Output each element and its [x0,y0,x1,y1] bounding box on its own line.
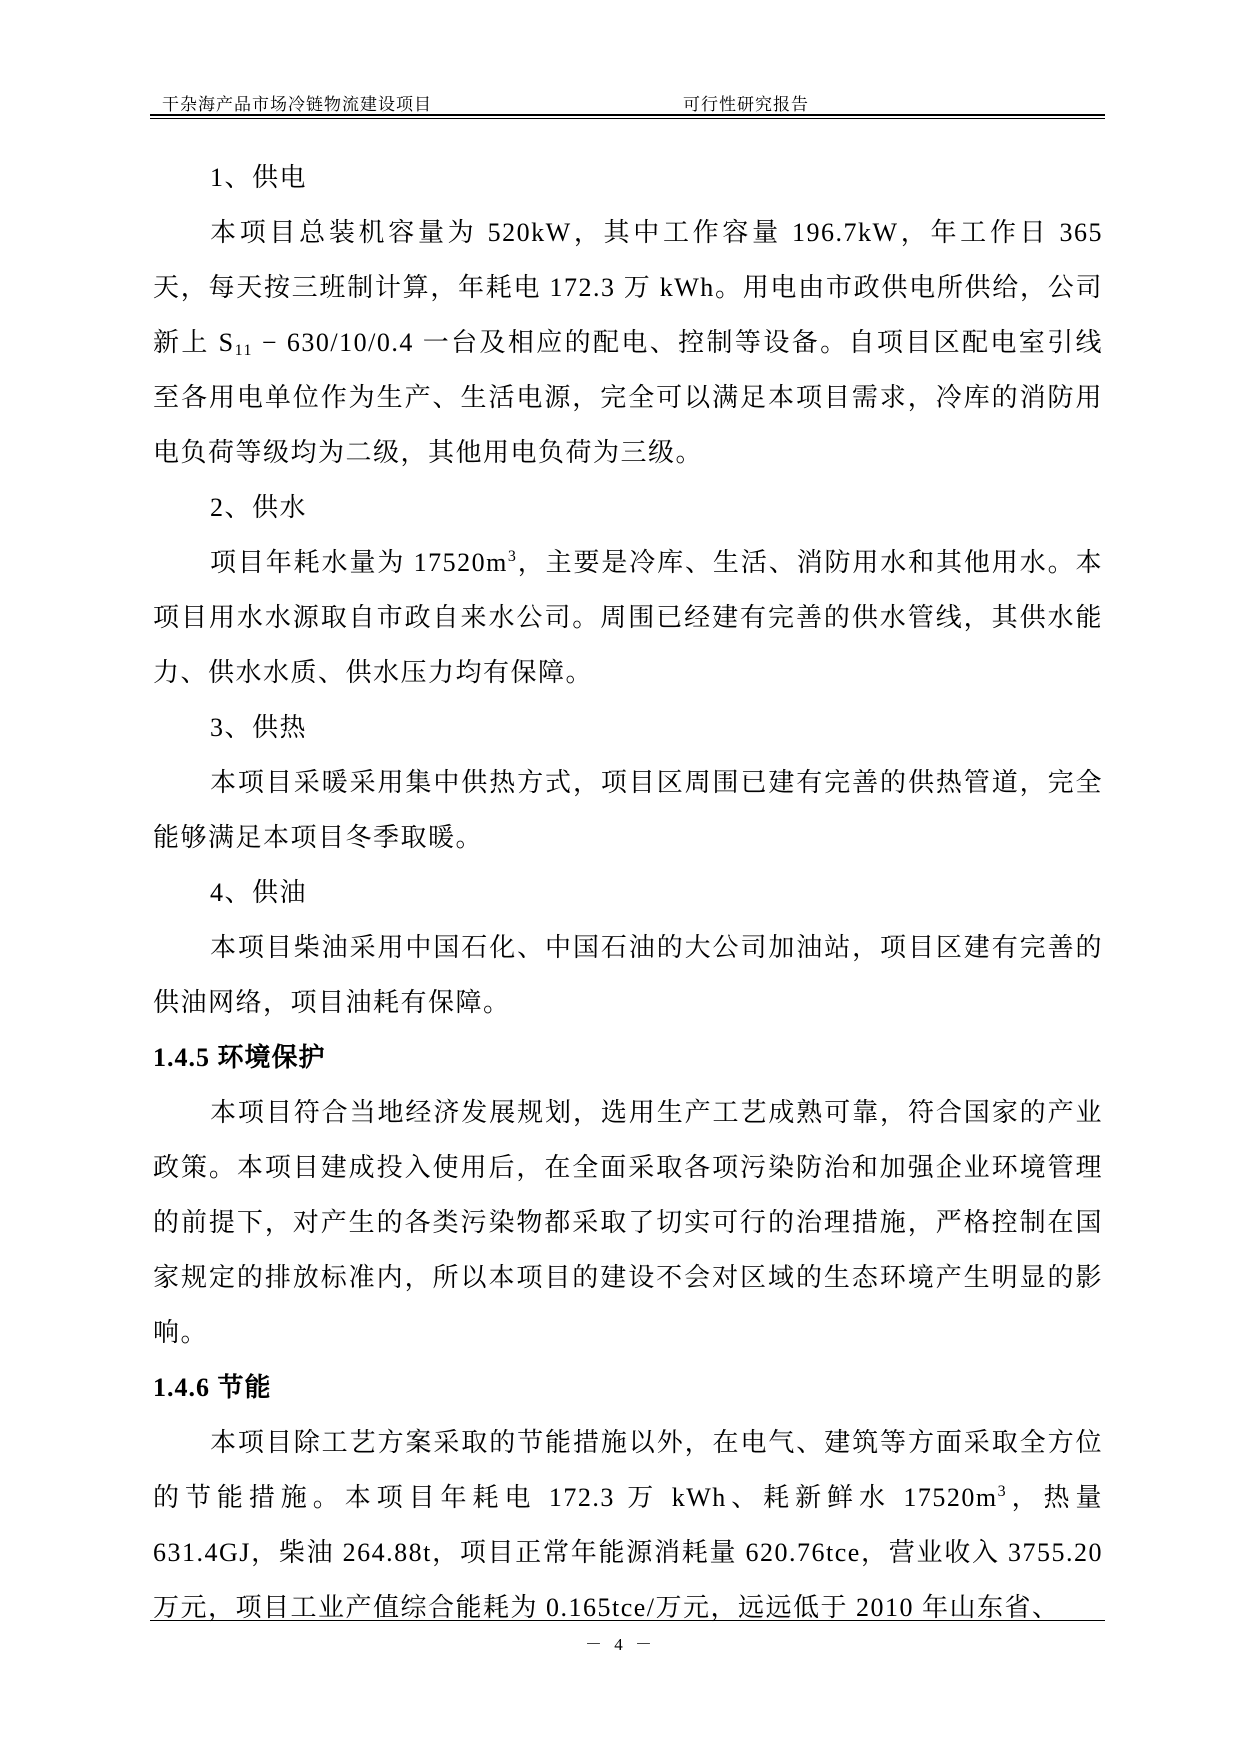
water-paragraph [153,535,1103,700]
energy-text-a: 本项目除工艺方案采取的节能措施以外，在电气、建筑等方面采取全方位的节能措施。本项目年耗电 172.3 万 kWh、耗新鲜水 17520m [153,1428,1103,1512]
oil-item-title: 4、供油 [210,878,308,907]
water-text-a: 项目年耗水量为 17520m [210,548,508,577]
transformer-subscript: 11 [234,342,254,359]
water-item-title: 2、供水 [210,493,308,522]
water-unit-superscript: 3 [507,548,518,565]
power-item-title: 1、供电 [210,163,308,192]
document-body [153,150,1103,1635]
heat-item-title: 3、供热 [210,713,308,742]
header-rule-thin [150,118,1105,119]
power-paragraph [153,205,1103,480]
energy-text-b: ，热量 631.4GJ，柴油 264.88t，项目正常年能源消耗量 620.76tce，营业收入 3755.20 万元，项目工业产值综合能耗为 0.165tce/万元，远远低于 2010 年山东省、 [153,1483,1103,1622]
env-section-heading: 1.4.5 环境保护 [153,1043,326,1072]
energy-unit-superscript: 3 [997,1483,1008,1500]
env-paragraph: 本项目符合当地经济发展规划，选用生产工艺成熟可靠，符合国家的产业政策。本项目建成投入使用后，在全面采取各项污染防治和加强企业环境管理的前提下，对产生的各类污染物都采取了切实可行的治理措施，严格控制在国家规定的排放标准内，所以本项目的建设不会对区域的生态环境产生明显的影响。 [153,1098,1103,1347]
page-header [150,84,1105,114]
oil-paragraph: 本项目柴油采用中国石化、中国石油的大公司加油站，项目区建有完善的供油网络，项目油耗有保障。 [153,933,1103,1017]
header-report-title: 可行性研究报告 [683,95,809,114]
energy-paragraph [153,1415,1103,1635]
water-text-b: ，主要是冷库、生活、消防用水和其他用水。本项目用水水源取自市政自来水公司。周围已经建有完善的供水管线，其供水能力、供水水质、供水压力均有保障。 [153,548,1103,687]
header-project-title: 干杂海产品市场冷链物流建设项目 [162,95,432,114]
power-text-a: 本项目总装机容量为 520kW，其中工作容量 196.7kW，年工作日 365 天，每天按三班制计算，年耗电 172.3 万 kWh。用电由市政供电所供给，公司新上 S [153,218,1103,357]
heat-paragraph: 本项目采暖采用集中供热方式，项目区周围已建有完善的供热管道，完全能够满足本项目冬季取暖。 [153,768,1103,852]
header-rule-thick [150,114,1105,116]
page-number: － 4 － [585,1635,656,1654]
footer-rule [150,1620,1105,1621]
energy-section-heading: 1.4.6 节能 [153,1373,272,1402]
power-text-b: − 630/10/0.4 一台及相应的配电、控制等设备。自项目区配电室引线至各用电单位作为生产、生活电源，完全可以满足本项目需求，冷库的消防用电负荷等级均为二级，其他用电负荷为三级。 [153,328,1103,467]
